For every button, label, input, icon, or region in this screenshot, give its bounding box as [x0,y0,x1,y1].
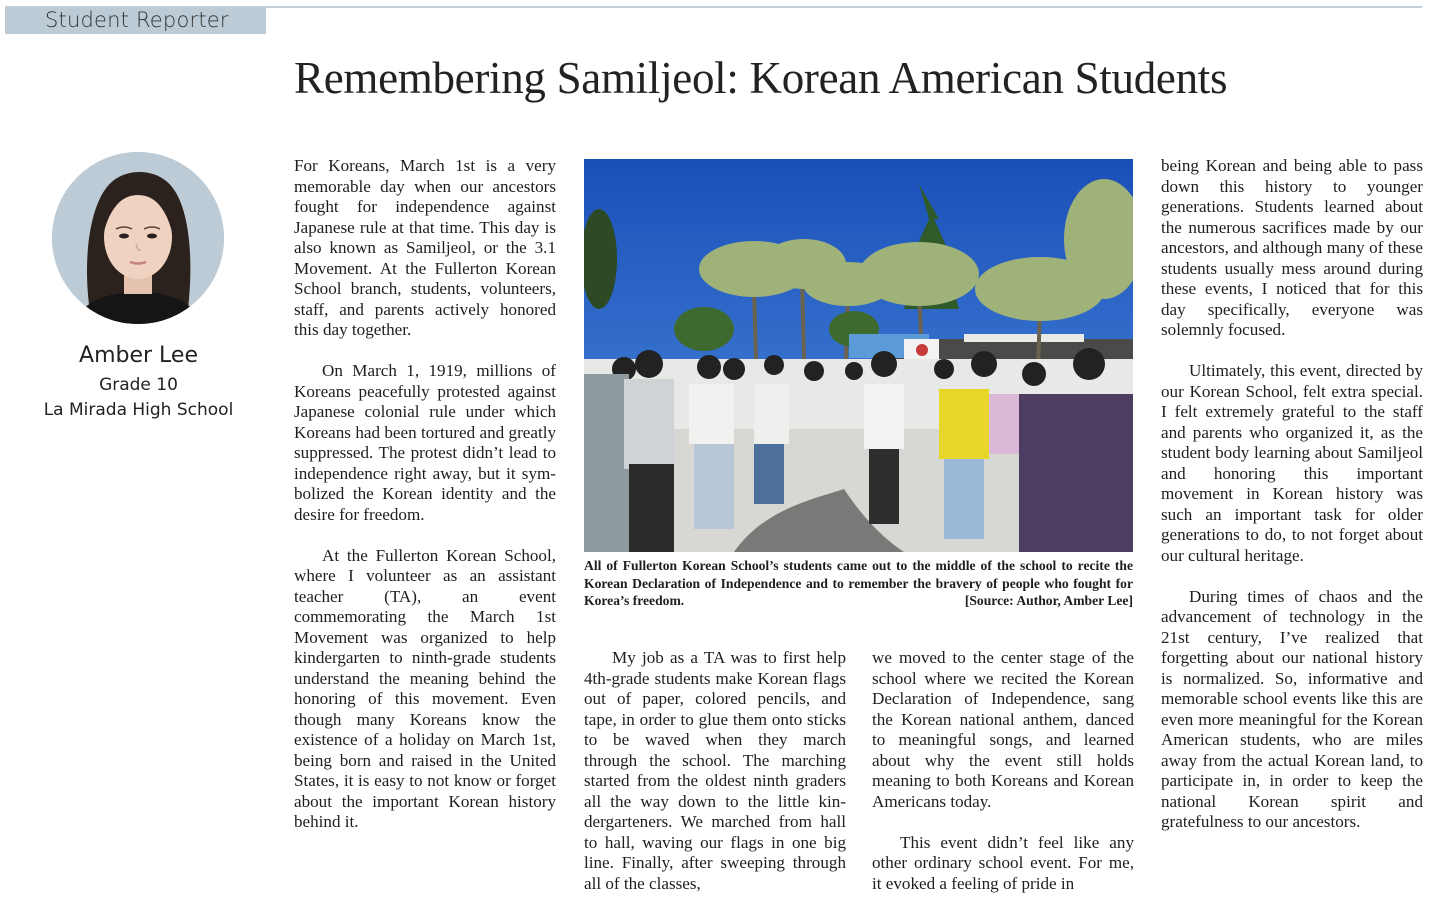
paragraph: Ultimately, this event, directed by our Korean School, felt extra special. I felt extremely grateful to the staff and parents who organized it, as the student body learning about Samiljeol and honoring this important movement in Korean history was such an important task for older generations to do, to not forget about our cultural heritage. [1161,361,1423,565]
paragraph: being Korean and being able to pass down this history to younger generations. Students learned about the numerous sacrifices made by our ancestors, and although many of these students usually mess around during these events, I noticed that for this day specifically, everyone was solemnly focused. [1161,156,1423,339]
author-name: Amber Lee [79,343,198,368]
caption-source: [Source: Author, Amber Lee] [964,593,1133,608]
author-school: La Mirada High School [43,400,234,420]
paragraph: For Koreans, March 1st is a very memorable day when our ancestors fought for independence against Japanese rule at that time. This day is also known as Samiljeol, or the 3.1 Movement. At the Fullerton Korean School branch, students, volunteers, staff, and parents actively honored this day together. [294,156,556,339]
author-avatar [52,152,224,324]
article-column-3 [872,648,1134,894]
paragraph: At the Fullerton Korean School, where I volunteer as an assistant teacher (TA), an event commemorating the March 1st Movement was organized to help kindergarten to ninth-grade students understand the meaning behind the honoring of this movement. Even though many Koreans know the existence of a holiday on March 1st, being born and raised in the United States, it is easy to not know or forget about the important Korean history behind it. [294,545,556,831]
author-portrait-image [52,152,224,324]
paragraph: we moved to the center stage of the school where we recited the Korean Declaration of Independence, sang the Korean national anthem, danced to meaningful songs, and learned about why the event still holds meaning to both Koreans and Korean Americans today. [872,648,1134,811]
paragraph: During times of chaos and the advancement of technology in the 21st century, I’ve realized that forgetting about our national history is normalized. So, informative and memorable school events like this are even more meaningful for the Korean American students, who are miles away from the actual Korean land, to participate in, in order to keep the national Korean spirit and gratefulness to our ancestors. [1161,586,1423,831]
caption-text: All of Fullerton Korean School’s students came out to the middle of the school to recite the Korean Declaration of Independence and to remember the bravery of people who fought for Korea’s freedom. [584,558,1133,608]
article-column-1 [294,156,556,833]
paragraph: This event didn’t feel like any other ordinary school event. For me, it evoked a feeling of pride in [872,832,1134,893]
article-column-2 [584,648,846,894]
crowd-photo-image [584,159,1133,552]
author-grade: Grade 10 [99,375,178,395]
event-photo [584,159,1133,552]
paragraph: My job as a TA was to first help 4th-grade students make Korean flags out of paper, colored pencils, and tape, in order to glue them onto sticks to be waved when they march through the school. The marching started from the oldest ninth graders all the way down to the little kindergarteners. We marched from hall to hall, waving our flags in one big line. Finally, after sweeping through all of the classes, [584,648,846,893]
section-label: Student Reporter [5,7,266,34]
article-column-4 [1161,156,1423,833]
paragraph: On March 1, 1919, millions of Koreans peacefully protested against Japanese colonial rule under which Koreans had been tortured and greatly suppressed. The protest didn’t lead to independence right away, but it symbolized the Korean identity and the desire for freedom. [294,361,556,524]
photo-caption [584,557,1133,610]
article-title: Remembering Samiljeol: Korean American Students [294,53,1228,103]
